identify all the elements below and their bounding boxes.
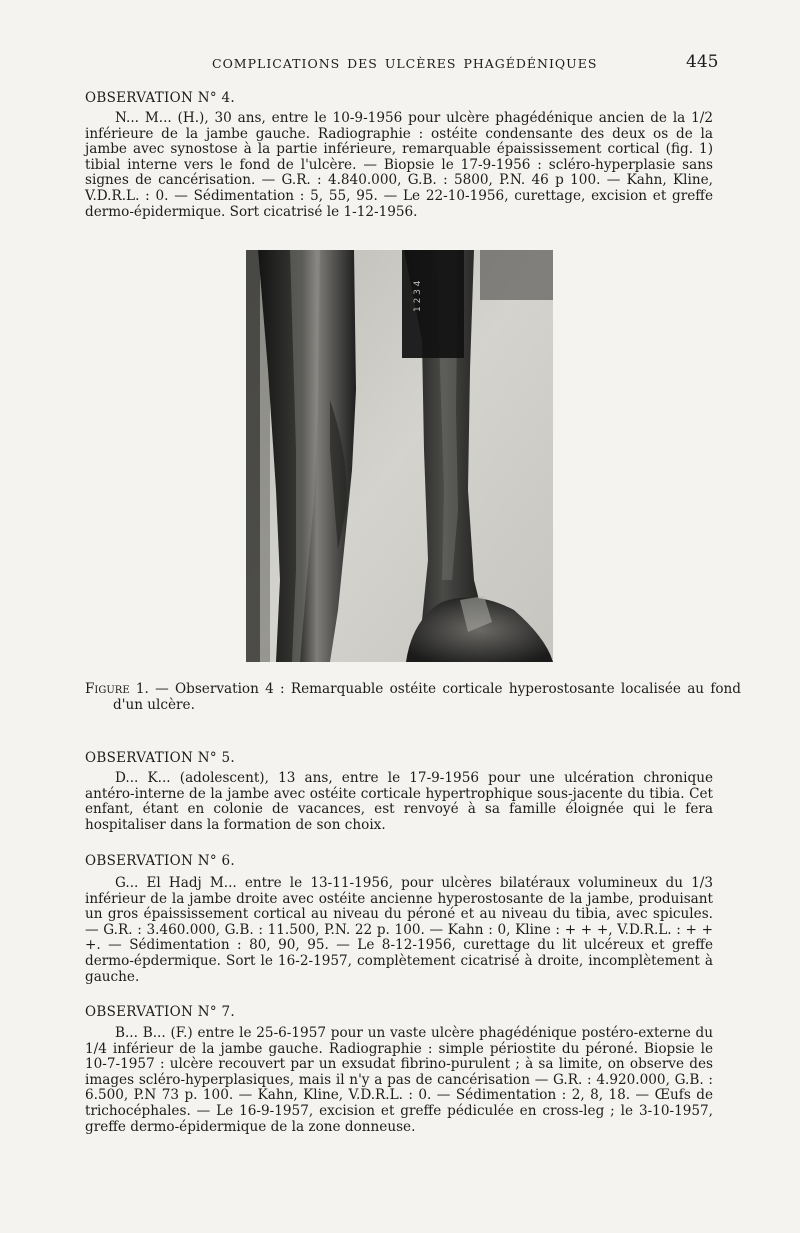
figure-caption-text: — Observation 4 : Remarquable ostéite corticale hyperostosante localisée au fond d'un ulcère.: [113, 681, 741, 713]
observation-6-heading: OBSERVATION N° 6.: [85, 853, 235, 869]
figure-label: Figure 1.: [85, 681, 149, 697]
svg-text:1 2 3 4: 1 2 3 4: [413, 280, 423, 312]
figure-caption: [85, 681, 741, 713]
observation-7-text: B... B... (F.) entre le 25-6-1957 pour un vaste ulcère phagédénique postéro-externe du 1/4 inférieur de la jambe gauche. Radiographie : simple périostite du péroné. Biopsie le 10-7-1957 : ulcère recouvert par un exsudat fibrino-purulent ; à sa limite, on observe des images scléro-hyperplasiques, mais il n'y a pas de cancérisation — G.R. : 4.920.000, G.B. : 6.500, P.N 73 p. 100. — Kahn, Kline, V.D.R.L. : 0. — Sédimentation : 2, 8, 18. — Œufs de trichocéphales. — Le 16-9-1957, excision et greffe pédiculée en cross-leg ; le 3-10-1957, greffe dermo-épidermique de la zone donneuse.: [85, 1025, 713, 1135]
xray-image: [246, 250, 553, 662]
observation-5-heading: OBSERVATION N° 5.: [85, 750, 235, 766]
observation-4-text: N... M... (H.), 30 ans, entre le 10-9-1956 pour ulcère phagédénique ancien de la 1/2 inférieure de la jambe gauche. Radiographie : ostéite condensante des deux os de la jambe avec synostose à la partie inférieure, remarquable épaississement cortical (fig. 1) tibial interne vers le fond de l'ulcère. — Biopsie le 17-9-1956 : scléro-hyperplasie sans signes de cancérisation. — G.R. : 4.840.000, G.B. : 5800, P.N. 46 p 100. — Kahn, Kline, V.D.R.L. : 0. — Sédimentation : 5, 55, 95. — Le 22-10-1956, curettage, excision et greffe dermo-épidermique. Sort cicatrisé le 1-12-1956.: [85, 110, 713, 220]
page-number: 445: [686, 52, 719, 72]
observation-7-heading: OBSERVATION N° 7.: [85, 1004, 235, 1020]
running-header: [0, 52, 800, 76]
observation-5-text: D... K... (adolescent), 13 ans, entre le 17-9-1956 pour une ulcération chronique antéro-interne de la jambe avec ostéite corticale hypertrophique sous-jacente du tibia. Cet enfant, étant en colonie de vacances, est renvoyé à sa famille éloignée qui le fera hospitaliser dans la formation de son choix.: [85, 770, 713, 833]
running-title: COMPLICATIONS DES ULCÈRES PHAGÉDÉNIQUES: [212, 56, 598, 71]
xray-figure: [246, 250, 553, 662]
observation-6-text: G... El Hadj M... entre le 13-11-1956, pour ulcères bilatéraux volumineux du 1/3 inférieur de la jambe droite avec ostéite ancienne hyperostosante de la jambe, produisant un gros épaississement cortical au niveau du péroné et au niveau du tibia, avec spicules. — G.R. : 3.460.000, G.B. : 11.500, P.N. 22 p. 100. — Kahn : 0, Kline : + + +, V.D.R.L. : + + +. — Sédimentation : 80, 90, 95. — Le 8-12-1956, curettage du lit ulcéreux et greffe dermo-épdermique. Sort le 16-2-1957, complètement cicatrisé à droite, incomplètement à gauche.: [85, 875, 713, 985]
observation-4-heading: OBSERVATION N° 4.: [85, 90, 235, 106]
